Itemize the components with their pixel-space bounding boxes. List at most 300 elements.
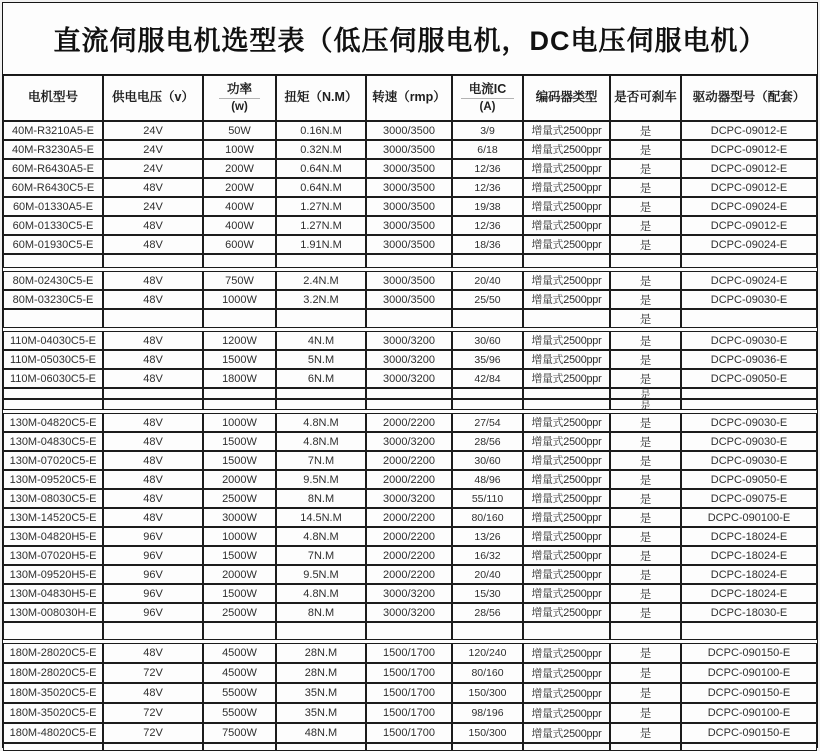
cell-brake-option: 是 <box>610 508 681 527</box>
table-row <box>3 309 817 328</box>
cell-current: 20/40 <box>452 565 523 584</box>
cell-motor-model: 110M-05030C5-E <box>3 350 103 369</box>
cell-torque: 0.32N.M <box>276 140 366 159</box>
cell-encoder-type <box>523 622 610 640</box>
cell-current: 28/56 <box>452 432 523 451</box>
cell-torque: 2.4N.M <box>276 271 366 290</box>
cell-encoder-type: 增量式2500ppr <box>523 432 610 451</box>
cell-driver-model: DCPC-09050-E <box>681 470 817 489</box>
cell-current: 48/96 <box>452 470 523 489</box>
cell-current: 15/30 <box>452 584 523 603</box>
cell-speed: 2000/2200 <box>366 565 452 584</box>
cell-driver-model: DCPC-090100-E <box>681 703 817 723</box>
cell-supply-voltage: 48V <box>103 235 203 254</box>
cell-speed: 3000/3500 <box>366 178 452 197</box>
cell-torque: 7N.M <box>276 451 366 470</box>
cell-encoder-type: 增量式2500ppr <box>523 271 610 290</box>
table-row <box>3 683 817 703</box>
cell-power: 4500W <box>203 643 276 663</box>
cell-motor-model: 110M-04030C5-E <box>3 331 103 350</box>
cell-driver-model <box>681 254 817 268</box>
cell-speed: 3000/3500 <box>366 216 452 235</box>
cell-current <box>452 309 523 328</box>
cell-motor-model: 130M-09520C5-E <box>3 470 103 489</box>
cell-power: 400W <box>203 216 276 235</box>
cell-torque: 0.16N.M <box>276 121 366 140</box>
cell-supply-voltage: 96V <box>103 565 203 584</box>
cell-torque: 1.27N.M <box>276 197 366 216</box>
table-row <box>3 663 817 683</box>
cell-supply-voltage: 96V <box>103 603 203 622</box>
cell-driver-model: DCPC-09012-E <box>681 216 817 235</box>
cell-encoder-type: 增量式2500ppr <box>523 178 610 197</box>
cell-current: 3/9 <box>452 121 523 140</box>
cell-motor-model: 130M-04830H5-E <box>3 584 103 603</box>
cell-encoder-type: 增量式2500ppr <box>523 643 610 663</box>
cell-speed: 2000/2200 <box>366 413 452 432</box>
cell-torque: 4.8N.M <box>276 432 366 451</box>
cell-driver-model: DCPC-18024-E <box>681 527 817 546</box>
col-header-power <box>203 75 276 121</box>
cell-motor-model: 180M-35020C5-E <box>3 703 103 723</box>
cell-torque: 28N.M <box>276 663 366 683</box>
cell-supply-voltage: 96V <box>103 584 203 603</box>
table-row <box>3 470 817 489</box>
table-row <box>3 369 817 388</box>
cell-brake-option <box>610 622 681 640</box>
cell-motor-model: 130M-08030C5-E <box>3 489 103 508</box>
cell-supply-voltage <box>103 622 203 640</box>
cell-power: 5500W <box>203 683 276 703</box>
cell-supply-voltage <box>103 388 203 399</box>
cell-driver-model <box>681 388 817 399</box>
cell-motor-model <box>3 399 103 410</box>
cell-current: 25/50 <box>452 290 523 309</box>
cell-current: 28/56 <box>452 603 523 622</box>
cell-speed <box>366 622 452 640</box>
cell-supply-voltage: 72V <box>103 703 203 723</box>
cell-encoder-type: 增量式2500ppr <box>523 159 610 178</box>
cell-current: 13/26 <box>452 527 523 546</box>
cell-speed <box>366 399 452 410</box>
cell-motor-model: 40M-R3230A5-E <box>3 140 103 159</box>
cell-brake-option: 是 <box>610 663 681 683</box>
cell-power: 5500W <box>203 703 276 723</box>
cell-driver-model: DCPC-090150-E <box>681 643 817 663</box>
col-header-label: 电机型号 <box>27 90 78 105</box>
cell-power: 600W <box>203 235 276 254</box>
cell-power <box>203 254 276 268</box>
table-row <box>3 584 817 603</box>
cell-power: 1500W <box>203 451 276 470</box>
cell-current: 55/110 <box>452 489 523 508</box>
cell-motor-model: 60M-01930C5-E <box>3 235 103 254</box>
table-row <box>3 413 817 432</box>
cell-encoder-type: 增量式2500ppr <box>523 546 610 565</box>
cell-current: 20/40 <box>452 271 523 290</box>
cell-speed: 1500/1700 <box>366 723 452 743</box>
cell-motor-model: 80M-02430C5-E <box>3 271 103 290</box>
cell-brake-option: 是 <box>610 565 681 584</box>
cell-encoder-type <box>523 388 610 399</box>
cell-torque: 6N.M <box>276 369 366 388</box>
cell-speed: 3000/3500 <box>366 159 452 178</box>
cell-speed: 3000/3500 <box>366 271 452 290</box>
cell-power: 1500W <box>203 546 276 565</box>
col-header-unit: (w) <box>231 101 248 114</box>
cell-supply-voltage: 48V <box>103 683 203 703</box>
cell-supply-voltage: 48V <box>103 413 203 432</box>
col-header-brake-option <box>610 75 681 121</box>
table-row <box>3 489 817 508</box>
cell-motor-model: 60M-01330A5-E <box>3 197 103 216</box>
table-header-row <box>3 75 817 121</box>
cell-driver-model: DCPC-090100-E <box>681 508 817 527</box>
cell-power: 1800W <box>203 369 276 388</box>
cell-driver-model: DCPC-09075-E <box>681 489 817 508</box>
cell-motor-model: 130M-04830C5-E <box>3 432 103 451</box>
cell-power: 1500W <box>203 350 276 369</box>
cell-power: 400W <box>203 197 276 216</box>
cell-current: 30/60 <box>452 451 523 470</box>
cell-encoder-type: 增量式2500ppr <box>523 451 610 470</box>
cell-brake-option: 是 <box>610 140 681 159</box>
cell-power <box>203 399 276 410</box>
cell-encoder-type: 增量式2500ppr <box>523 331 610 350</box>
cell-power <box>203 622 276 640</box>
cell-motor-model <box>3 388 103 399</box>
cell-driver-model: DCPC-09012-E <box>681 140 817 159</box>
cell-supply-voltage: 48V <box>103 271 203 290</box>
cell-supply-voltage: 48V <box>103 178 203 197</box>
cell-brake-option: 是 <box>610 197 681 216</box>
cell-current: 18/36 <box>452 235 523 254</box>
col-header-driver-model <box>681 75 817 121</box>
cell-torque: 28N.M <box>276 643 366 663</box>
cell-encoder-type: 增量式2500ppr <box>523 508 610 527</box>
table-row <box>3 254 817 268</box>
cell-speed: 3000/3500 <box>366 197 452 216</box>
cell-brake-option: 是 <box>610 451 681 470</box>
cell-brake-option: 是 <box>610 121 681 140</box>
cell-brake-option: 是 <box>610 489 681 508</box>
cell-motor-model: 60M-R6430A5-E <box>3 159 103 178</box>
table-row <box>3 508 817 527</box>
cell-supply-voltage <box>103 254 203 268</box>
cell-motor-model: 40M-R3210A5-E <box>3 121 103 140</box>
cell-supply-voltage: 48V <box>103 331 203 350</box>
cell-current <box>452 254 523 268</box>
cell-speed: 3000/3200 <box>366 369 452 388</box>
cell-speed: 1500/1700 <box>366 643 452 663</box>
cell-encoder-type: 增量式2500ppr <box>523 603 610 622</box>
cell-driver-model: DCPC-09024-E <box>681 235 817 254</box>
cell-power: 1500W <box>203 584 276 603</box>
table-row <box>3 350 817 369</box>
col-header-label: 是否可刹车 <box>614 90 677 105</box>
cell-brake-option: 是 <box>610 369 681 388</box>
cell-speed: 3000/3200 <box>366 350 452 369</box>
table-row <box>3 235 817 254</box>
selection-table-sheet <box>2 2 818 748</box>
cell-driver-model: DCPC-09030-E <box>681 413 817 432</box>
cell-driver-model: DCPC-18030-E <box>681 603 817 622</box>
cell-speed <box>366 254 452 268</box>
cell-driver-model <box>681 622 817 640</box>
cell-torque <box>276 388 366 399</box>
cell-current <box>452 622 523 640</box>
cell-motor-model: 180M-28020C5-E <box>3 643 103 663</box>
cell-driver-model <box>681 309 817 328</box>
cell-supply-voltage: 24V <box>103 140 203 159</box>
cell-torque <box>276 622 366 640</box>
cell-encoder-type: 增量式2500ppr <box>523 235 610 254</box>
table-row <box>3 216 817 235</box>
cell-brake-option: 是 <box>610 470 681 489</box>
table-row <box>3 527 817 546</box>
cell-brake-option: 是 <box>610 643 681 663</box>
cell-motor-model: 60M-01330C5-E <box>3 216 103 235</box>
cell-encoder-type: 增量式2500ppr <box>523 413 610 432</box>
cell-torque: 48N.M <box>276 723 366 743</box>
cell-torque <box>276 254 366 268</box>
cell-supply-voltage: 96V <box>103 546 203 565</box>
cell-power: 750W <box>203 271 276 290</box>
table-row <box>3 703 817 723</box>
cell-driver-model: DCPC-09050-E <box>681 369 817 388</box>
cell-current: 12/36 <box>452 178 523 197</box>
cell-motor-model: 130M-09520H5-E <box>3 565 103 584</box>
cell-brake-option <box>610 254 681 268</box>
cell-current: 19/38 <box>452 197 523 216</box>
cell-driver-model <box>681 399 817 410</box>
cell-supply-voltage <box>103 309 203 328</box>
cell-power: 3000W <box>203 508 276 527</box>
cell-power: 2500W <box>203 603 276 622</box>
cell-speed: 2000/2200 <box>366 527 452 546</box>
cell-encoder-type: 增量式2500ppr <box>523 584 610 603</box>
cell-encoder-type <box>523 399 610 410</box>
cell-torque: 14.5N.M <box>276 508 366 527</box>
cell-driver-model: DCPC-09012-E <box>681 159 817 178</box>
cell-power: 2000W <box>203 565 276 584</box>
cell-speed: 3000/3200 <box>366 489 452 508</box>
cell-supply-voltage: 48V <box>103 643 203 663</box>
cell-motor-model: 130M-04820H5-E <box>3 527 103 546</box>
cell-encoder-type: 增量式2500ppr <box>523 121 610 140</box>
table-row <box>3 197 817 216</box>
cell-torque: 1.91N.M <box>276 235 366 254</box>
cell-torque: 4.8N.M <box>276 413 366 432</box>
cell-power <box>203 388 276 399</box>
cell-brake-option: 是 <box>610 432 681 451</box>
cell-power: 1200W <box>203 331 276 350</box>
cell-brake-option: 是 <box>610 309 681 328</box>
cell-speed: 2000/2200 <box>366 470 452 489</box>
table-row <box>3 643 817 663</box>
cell-supply-voltage: 96V <box>103 527 203 546</box>
cell-power: 7500W <box>203 723 276 743</box>
cell-brake-option: 是 <box>610 399 681 410</box>
cell-current: 12/36 <box>452 159 523 178</box>
cell-speed: 3000/3500 <box>366 121 452 140</box>
page-title: 直流伺服电机选型表（低压伺服电机，DC电压伺服电机） <box>53 26 767 56</box>
cell-driver-model: DCPC-09012-E <box>681 121 817 140</box>
col-header-label: 供电电压（v） <box>112 90 194 105</box>
cell-power: 1000W <box>203 290 276 309</box>
cell-speed: 2000/2200 <box>366 508 452 527</box>
title-box <box>3 3 817 75</box>
cell-current: 27/54 <box>452 413 523 432</box>
cell-encoder-type: 增量式2500ppr <box>523 723 610 743</box>
cell-motor-model <box>3 254 103 268</box>
cell-brake-option: 是 <box>610 290 681 309</box>
cell-encoder-type: 增量式2500ppr <box>523 683 610 703</box>
cell-encoder-type: 增量式2500ppr <box>523 216 610 235</box>
col-header-speed <box>366 75 452 121</box>
table-row <box>3 121 817 140</box>
cell-encoder-type: 增量式2500ppr <box>523 369 610 388</box>
cell-current: 30/60 <box>452 331 523 350</box>
cell-current: 42/84 <box>452 369 523 388</box>
cell-motor-model: 130M-14520C5-E <box>3 508 103 527</box>
col-header-supply-voltage <box>103 75 203 121</box>
cell-supply-voltage: 72V <box>103 663 203 683</box>
cell-brake-option: 是 <box>610 331 681 350</box>
cell-supply-voltage: 24V <box>103 197 203 216</box>
cell-supply-voltage: 48V <box>103 508 203 527</box>
cell-supply-voltage: 48V <box>103 350 203 369</box>
cell-brake-option: 是 <box>610 235 681 254</box>
table-row <box>3 399 817 410</box>
table-row <box>3 178 817 197</box>
cell-speed: 1500/1700 <box>366 683 452 703</box>
cell-driver-model: DCPC-18024-E <box>681 565 817 584</box>
cell-torque: 8N.M <box>276 603 366 622</box>
cell-brake-option: 是 <box>610 527 681 546</box>
cell-torque: 3.2N.M <box>276 290 366 309</box>
cell-current: 35/96 <box>452 350 523 369</box>
cell-supply-voltage: 48V <box>103 369 203 388</box>
col-header-label: 驱动器型号（配套） <box>692 90 806 105</box>
cell-speed <box>366 309 452 328</box>
table-row <box>3 451 817 470</box>
cell-power: 200W <box>203 159 276 178</box>
col-header-label: 功率 <box>219 82 260 100</box>
cell-current: 120/240 <box>452 643 523 663</box>
cell-motor-model <box>3 622 103 640</box>
cell-torque: 7N.M <box>276 546 366 565</box>
cell-motor-model <box>3 309 103 328</box>
table-row <box>3 723 817 743</box>
cell-driver-model: DCPC-090100-E <box>681 663 817 683</box>
cell-brake-option: 是 <box>610 683 681 703</box>
table-row <box>3 432 817 451</box>
cell-speed <box>366 388 452 399</box>
col-header-unit: (A) <box>479 101 496 114</box>
cell-motor-model: 60M-R6430C5-E <box>3 178 103 197</box>
cell-motor-model: 130M-04820C5-E <box>3 413 103 432</box>
cell-motor-model: 180M-28020C5-E <box>3 663 103 683</box>
cell-power: 50W <box>203 121 276 140</box>
table-row <box>3 622 817 640</box>
cell-brake-option: 是 <box>610 703 681 723</box>
cell-torque: 9.5N.M <box>276 470 366 489</box>
cell-supply-voltage: 48V <box>103 451 203 470</box>
cell-encoder-type: 增量式2500ppr <box>523 663 610 683</box>
cell-encoder-type <box>523 309 610 328</box>
cell-speed: 3000/3200 <box>366 603 452 622</box>
cell-supply-voltage: 48V <box>103 216 203 235</box>
cell-speed: 2000/2200 <box>366 451 452 470</box>
cell-torque: 9.5N.M <box>276 565 366 584</box>
cell-current: 150/300 <box>452 723 523 743</box>
cell-torque <box>276 399 366 410</box>
cell-driver-model: DCPC-090150-E <box>681 723 817 743</box>
cell-brake-option: 是 <box>610 388 681 399</box>
cell-current <box>452 399 523 410</box>
cell-driver-model: DCPC-09030-E <box>681 432 817 451</box>
cell-brake-option: 是 <box>610 271 681 290</box>
cell-encoder-type: 增量式2500ppr <box>523 350 610 369</box>
cell-power: 2500W <box>203 489 276 508</box>
cell-power <box>203 309 276 328</box>
cell-encoder-type: 增量式2500ppr <box>523 565 610 584</box>
cell-power: 1000W <box>203 527 276 546</box>
cell-encoder-type: 增量式2500ppr <box>523 470 610 489</box>
cell-speed: 3000/3500 <box>366 290 452 309</box>
cell-encoder-type: 增量式2500ppr <box>523 197 610 216</box>
cell-torque: 8N.M <box>276 489 366 508</box>
cell-driver-model: DCPC-09012-E <box>681 178 817 197</box>
table-row <box>3 603 817 622</box>
cell-supply-voltage: 48V <box>103 290 203 309</box>
table-row <box>3 159 817 178</box>
cell-speed: 3000/3200 <box>366 331 452 350</box>
cell-speed: 3000/3200 <box>366 432 452 451</box>
table-row <box>3 565 817 584</box>
cell-driver-model: DCPC-09024-E <box>681 197 817 216</box>
cell-torque: 5N.M <box>276 350 366 369</box>
cell-motor-model: 80M-03230C5-E <box>3 290 103 309</box>
cell-motor-model: 180M-35020C5-E <box>3 683 103 703</box>
cell-driver-model: DCPC-18024-E <box>681 546 817 565</box>
cell-supply-voltage: 48V <box>103 489 203 508</box>
col-header-label: 电流IC <box>461 82 515 100</box>
cell-current: 150/300 <box>452 683 523 703</box>
cell-speed: 1500/1700 <box>366 663 452 683</box>
cell-torque: 35N.M <box>276 703 366 723</box>
cell-power: 200W <box>203 178 276 197</box>
cell-torque: 4N.M <box>276 331 366 350</box>
table-body <box>3 121 817 751</box>
cell-motor-model: 130M-07020H5-E <box>3 546 103 565</box>
cell-current: 80/160 <box>452 663 523 683</box>
cell-brake-option: 是 <box>610 413 681 432</box>
cell-supply-voltage: 24V <box>103 121 203 140</box>
cell-power: 1000W <box>203 413 276 432</box>
cell-torque: 1.27N.M <box>276 216 366 235</box>
cell-speed: 2000/2200 <box>366 546 452 565</box>
cell-brake-option: 是 <box>610 603 681 622</box>
cell-driver-model: DCPC-09030-E <box>681 331 817 350</box>
cell-power: 2000W <box>203 470 276 489</box>
cell-torque: 0.64N.M <box>276 178 366 197</box>
cell-driver-model: DCPC-09030-E <box>681 451 817 470</box>
col-header-encoder-type <box>523 75 610 121</box>
cell-brake-option: 是 <box>610 546 681 565</box>
cell-speed: 3000/3200 <box>366 584 452 603</box>
